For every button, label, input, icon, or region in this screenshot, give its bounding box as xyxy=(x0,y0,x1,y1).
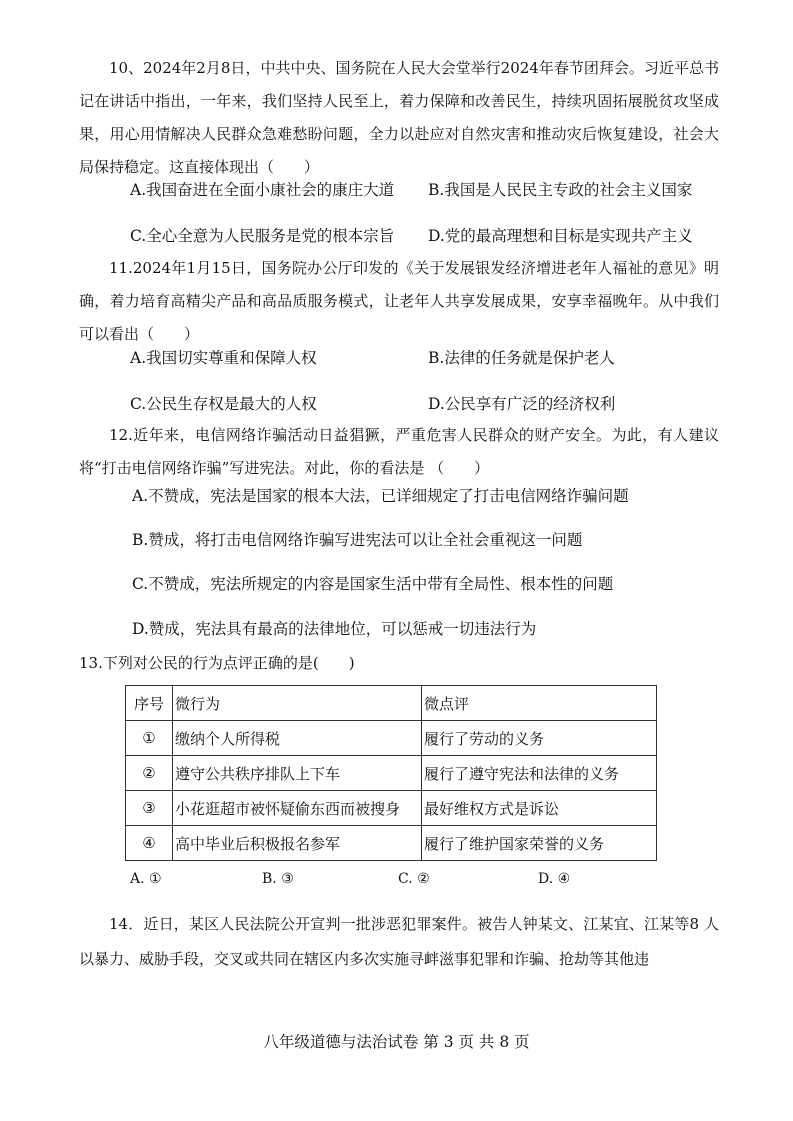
table-row xyxy=(126,791,657,826)
table-cell: 履行了遵守宪法和法律的义务 xyxy=(422,756,657,791)
q10-option-d: D.党的最高理想和目标是实现共产主义 xyxy=(428,227,693,245)
q10-stem: 10、2024年2月8日，中共中央、国务院在人民大会堂举行2024年春节团拜会。习近平总书记在讲话中指出，一年来，我们坚持人民至上，着力保障和改善民生，持续巩固拓展脱贫攻坚成果，用心用情解决人民群众急难愁盼问题，全力以赴应对自然灾害和推动灾后恢复建设，社会大局保持稳定。这直接体现出（ ） xyxy=(79,59,719,176)
table-cell: ③ xyxy=(126,791,173,826)
q12-option-b: B.赞成，将打击电信网络诈骗写进宪法可以让全社会重视这一问题 xyxy=(132,531,583,549)
table-header-cell: 序号 xyxy=(126,686,173,721)
q10-option-c: C.全心全意为人民服务是党的根本宗旨 xyxy=(130,227,395,245)
table-cell: 最好维权方式是诉讼 xyxy=(422,791,657,826)
q11-stem: 11.2024年1月15日，国务院办公厅印发的《关于发展银发经济增进老年人福祉的意见》明确，着力培育高精尖产品和高品质服务模式，让老年人共享发展成果，安享幸福晚年。从中我们可以看出（ ） xyxy=(79,259,719,343)
q11-option-b: B.法律的任务就是保护老人 xyxy=(428,349,615,367)
q11-option-a: A.我国切实尊重和保障人权 xyxy=(130,349,317,367)
page-footer: 八年级道德与法治试卷 第 3 页 共 8 页 xyxy=(263,1033,530,1051)
table-cell: ② xyxy=(126,756,173,791)
table-cell: ④ xyxy=(126,826,173,861)
table-cell: ① xyxy=(126,721,173,756)
q11-option-c: C.公民生存权是最大的人权 xyxy=(130,395,317,413)
q14-stem: 14．近日，某区人民法院公开宣判一批涉恶犯罪案件。被告人钟某文、江某宜、江某等8 人以暴力、威胁手段，交叉或共同在辖区内多次实施寻衅滋事犯罪和诈骗、抢劫等其他违 xyxy=(79,915,719,968)
q13-option-d: D. ④ xyxy=(538,871,571,887)
table-cell: 履行了劳动的义务 xyxy=(422,721,657,756)
table-row xyxy=(126,826,657,861)
q13-option-c: C. ② xyxy=(398,871,430,887)
table-cell: 缴纳个人所得税 xyxy=(173,721,422,756)
table-row xyxy=(126,756,657,791)
q12-option-a: A.不赞成，宪法是国家的根本大法，已详细规定了打击电信网络诈骗问题 xyxy=(132,487,629,505)
table-cell: 小花逛超市被怀疑偷东西而被搜身 xyxy=(173,791,422,826)
q10-option-b: B.我国是人民民主专政的社会主义国家 xyxy=(428,181,693,199)
table-row xyxy=(126,721,657,756)
table-header-row xyxy=(126,686,657,721)
table-cell: 履行了维护国家荣誉的义务 xyxy=(422,826,657,861)
table-cell: 遵守公共秩序排队上下车 xyxy=(173,756,422,791)
table-cell: 高中毕业后积极报名参军 xyxy=(173,826,422,861)
q12-option-d: D.赞成，宪法具有最高的法律地位，可以惩戒一切违法行为 xyxy=(132,620,537,638)
table-header-cell: 微点评 xyxy=(422,686,657,721)
table-header-cell: 微行为 xyxy=(173,686,422,721)
q13-table xyxy=(125,685,657,861)
q13-stem: 13.下列对公民的行为点评正确的是( ) xyxy=(79,654,355,672)
q12-option-c: C.不赞成，宪法所规定的内容是国家生活中带有全局性、根本性的问题 xyxy=(132,575,614,593)
q10-option-a: A.我国奋进在全面小康社会的康庄大道 xyxy=(130,181,395,199)
q12-stem: 12.近年来，电信网络诈骗活动日益猖獗，严重危害人民群众的财产安全。为此，有人建议将“打击电信网络诈骗”写进宪法。对此，你的看法是 （ ） xyxy=(79,426,719,477)
q13-option-a: A. ① xyxy=(130,871,162,887)
q11-option-d: D.公民享有广泛的经济权利 xyxy=(428,395,616,413)
q13-option-b: B. ③ xyxy=(262,871,294,887)
